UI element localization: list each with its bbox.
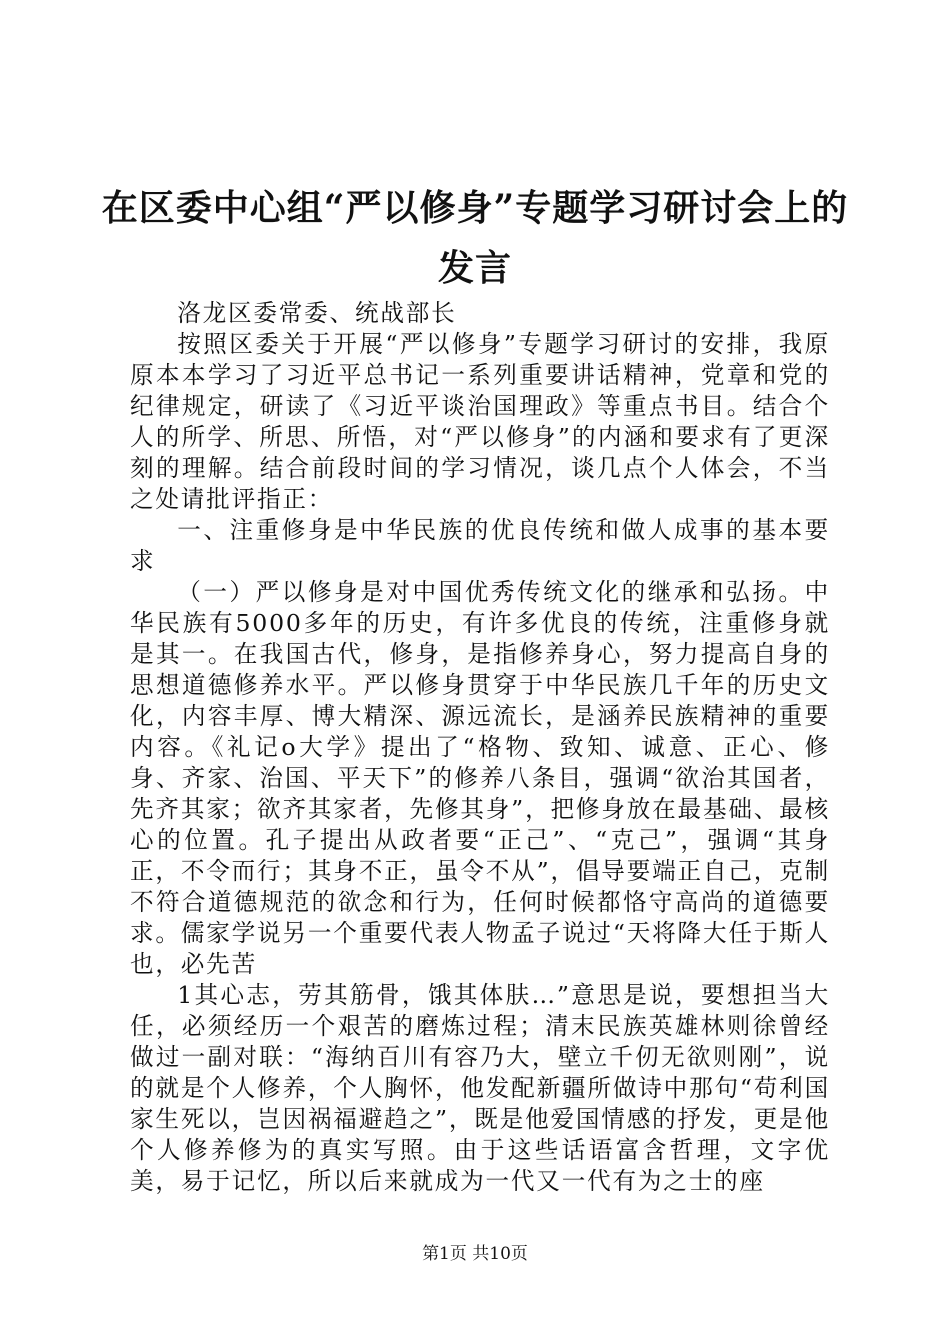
paragraph-subsection-1: （一）严以修身是对中国优秀传统文化的继承和弘扬。中华民族有5000多年的历史，有许多优良的传统，注重修身就是其一。在我国古代，修身，是指修养身心，努力提高自身的思想道德修养水平。严以修身贯穿于中华民族几千年的历史文化，内容丰厚、博大精深、源远流长，是涵养民族精神的重要内容。《礼记o大学》提出了“格物、致知、诚意、正心、修身、齐家、治国、平天下”的修养八条目，强调“欲治其国者，先齐其家；欲齐其家者，先修其身”，把修身放在最基础、最核心的位置。孔子提出从政者要“正己”、“克己”，强调“其身正，不令而行；其身不正，虽令不从”，倡导要端正自己，克制不符合道德规范的欲念和行为，任何时候都恪守高尚的道德要求。儒家学说另一个重要代表人物孟子说过“天将降大任于斯人也，必先苦 (130, 578, 830, 978)
author-line: 洛龙区委常委、统战部长 (177, 299, 457, 327)
paragraph-intro: 按照区委关于开展“严以修身”专题学习研讨的安排，我原原本本学习了习近平总书记一系列重要讲话精神，党章和党的纪律规定，研读了《习近平谈治国理政》等重点书目。结合个人的所学、所思、所悟，对“严以修身”的内涵和要求有了更深刻的理解。结合前段时间的学习情况，谈几点个人体会，不当之处请批评指正： (130, 330, 830, 513)
page-footer: 第1页 共10页 (422, 1244, 528, 1264)
section-heading: 一、注重修身是中华民族的优良传统和做人成事的基本要求 (130, 516, 830, 575)
paragraph-continuation: 1其心志，劳其筋骨，饿其体肤…”意思是说，要想担当大任，必须经历一个艰苦的磨炼过程；清末民族英雄林则徐曾经做过一副对联：“海纳百川有容乃大，壁立千仞无欲则刚”，说的就是个人修养，个人胸怀，他发配新疆所做诗中那句“苟利国家生死以，岂因祸福避趋之”，既是他爱国情感的抒发，更是他个人修养修为的真实写照。由于这些话语富含哲理，文字优美，易于记忆，所以后来就成为一代又一代有为之士的座 (130, 981, 830, 1195)
document-body (130, 298, 830, 1197)
document-title: 在区委中心组“严以修身”专题学习研讨会上的发言 (101, 187, 849, 289)
